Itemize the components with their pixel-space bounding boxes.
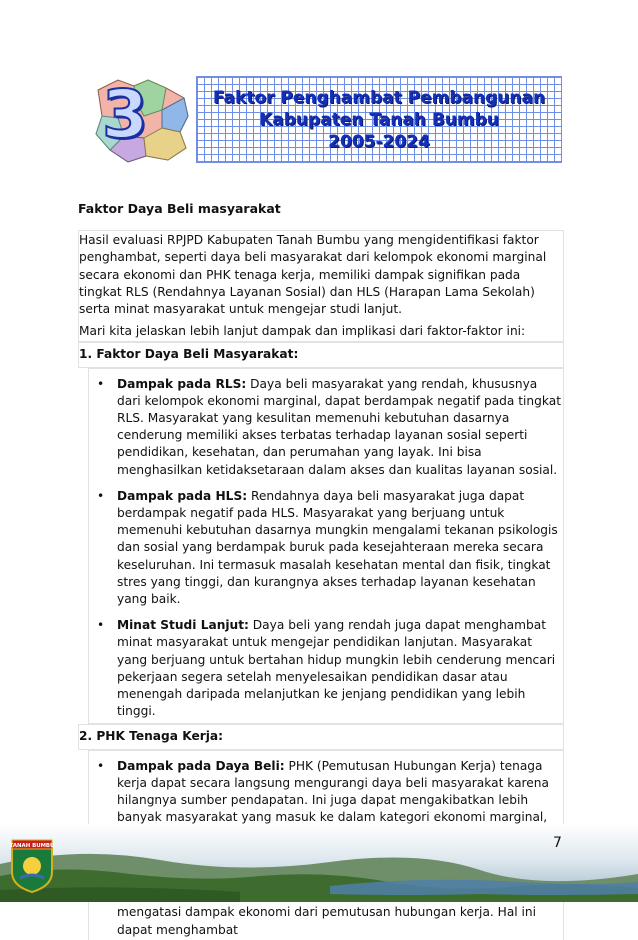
- item-label: Dampak pada Daya Beli:: [117, 758, 285, 773]
- intro-block: [78, 230, 564, 342]
- item-text: Rendahnya daya beli masyarakat juga dapat berdampak negatif pada HLS. Masyarakat yang berjuang untuk memenuhi kebutuhan dasarnya mungkin mengalami tekanan psikologis dan sosial yang berdampak buruk pada kesejahteraan mereka secara keseluruhan. Ini termasuk masalah kesehatan mental dan fisik, tingkat stres yang tinggi, dan kurangnya akses terhadap layanan kesehatan yang baik.: [117, 488, 558, 607]
- item-text: PHK (Pemutusan Hubungan Kerja) tenaga kerja dapat secara langsung mengurangi daya beli masyarakat karena hilangnya sumber pendapatan. Ini juga dapat mengakibatkan lebih banyak masyarakat yang masuk ke dalam kategori ekonomi marginal,: [117, 758, 549, 825]
- district-map-icon: [88, 76, 194, 163]
- list-item: [91, 376, 563, 479]
- list-item: [91, 488, 563, 608]
- item-label: Dampak pada HLS:: [117, 488, 248, 503]
- factor2-heading: 2. PHK Tenaga Kerja:: [79, 729, 224, 744]
- factor2-heading-block: [78, 724, 564, 749]
- bullet-icon: •: [97, 376, 105, 391]
- factor1-list: [89, 376, 563, 721]
- bullet-icon: •: [97, 758, 105, 773]
- lead-paragraph: Mari kita jelaskan lebih lanjut dampak dan implikasi dari faktor-faktor ini:: [79, 324, 526, 339]
- list-item: [91, 617, 563, 720]
- chapter-title-line1: Faktor Penghambat Pembangunan: [212, 87, 546, 108]
- item-label: Minat Studi Lanjut:: [117, 618, 249, 633]
- intro-paragraph: Hasil evaluasi RPJPD Kabupaten Tanah Bumbu yang mengidentifikasi faktor penghambat, seperti daya beli masyarakat dari kelompok ekonomi marginal secara ekonomi dan PHK tenaga kerja, memiliki dampak signifikan pada tingkat RLS (Rendahnya Layanan Sosial) dan HLS (Harapan Lama Sekolah) serta minat masyarakat untuk mengejar studi lanjut.: [79, 233, 547, 317]
- section-title: Faktor Daya Beli masyarakat: [78, 201, 281, 216]
- factor1-list-block: [88, 368, 564, 725]
- svg-text:TANAH BUMBU: TANAH BUMBU: [9, 843, 55, 849]
- item-text: Daya beli yang rendah juga dapat menghambat minat masyarakat untuk mengejar pendidikan lanjutan. Masyarakat yang berjuang untuk bertahan hidup mungkin lebih cenderung mencari pekerjaan segera setelah menyelesaikan pendidikan dasar atau menengah daripada melanjutkan ke jenjang pendidikan yang lebih tinggi.: [117, 618, 556, 719]
- factor1-heading-block: [78, 342, 564, 367]
- chapter-number: 3: [102, 76, 148, 153]
- item-text: Daya beli masyarakat yang rendah, khususnya dari kelompok ekonomi marginal, dapat berdampak negatif pada tingkat RLS. Masyarakat yang kesulitan memenuhi kebutuhan dasarnya cenderung memiliki akses terbatas terhadap layanan sosial seperti pendidikan, kesehatan, dan perumahan yang layak. Ini bisa menghasilkan ketidaksetaraan dalam akses dan kualitas layanan sosial.: [117, 376, 561, 477]
- factor1-heading: 1. Faktor Daya Beli Masyarakat:: [79, 347, 299, 362]
- chapter-title-line3: 2005-2024: [328, 131, 430, 152]
- footer-landscape-image: [0, 824, 638, 902]
- page-number: 7: [553, 835, 562, 851]
- bullet-icon: •: [97, 488, 105, 503]
- chapter-title-box: [196, 76, 562, 163]
- item-label: Dampak pada RLS:: [117, 376, 247, 391]
- chapter-title-line2: Kabupaten Tanah Bumbu: [259, 109, 499, 130]
- regency-logo: [8, 838, 56, 894]
- bullet-icon: •: [97, 618, 105, 633]
- chapter-header: [88, 76, 562, 163]
- item-text: mengatasi dampak ekonomi dari pemutusan hubungan kerja. Hal ini dapat menghambat: [117, 905, 537, 937]
